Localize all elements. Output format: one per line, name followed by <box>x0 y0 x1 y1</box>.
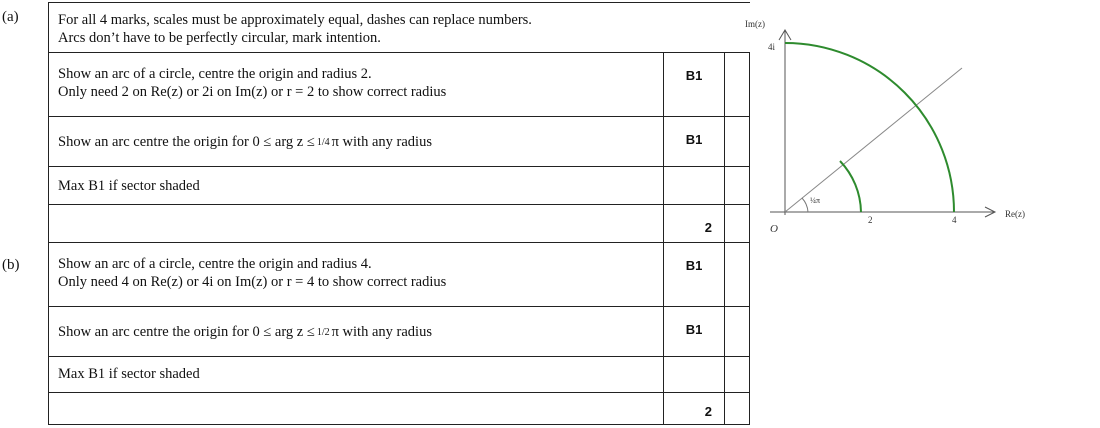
table-row <box>49 393 750 425</box>
mark-a2: B1 <box>685 132 703 147</box>
re-tick-4: 4 <box>952 215 957 225</box>
criterion-a2 <box>58 117 663 152</box>
im-tick-4i: 4i <box>768 42 776 52</box>
criterion-b3: Max B1 if sector shaded <box>58 366 200 382</box>
mark-scheme-table <box>48 2 750 425</box>
criterion-cell <box>49 53 664 117</box>
total-b: 2 <box>704 404 712 419</box>
mark-cell <box>664 167 725 205</box>
criterion-b2-fraction: 1/2 <box>316 327 330 338</box>
mark-cell <box>664 357 725 393</box>
re-axis-label: Re(z) <box>1005 209 1025 219</box>
arc-radius-4 <box>785 43 954 212</box>
table-row <box>49 3 750 53</box>
criterion-a3: Max B1 if sector shaded <box>58 178 200 194</box>
criterion-a1-line2: Only need 2 on Re(z) or 2i on Im(z) or r = 2 to show correct radius <box>58 84 447 100</box>
criterion-cell <box>49 167 664 205</box>
mark-b2: B1 <box>685 322 703 337</box>
blank-cell <box>725 243 750 307</box>
im-axis-label: Im(z) <box>745 19 765 29</box>
note-line-1: For all 4 marks, scales must be approximately equal, dashes can replace numbers. <box>58 12 532 28</box>
criterion-b1-line1: Show an arc of a circle, centre the origin and radius 4. <box>58 256 372 272</box>
criterion-b2-prefix: Show an arc centre the origin for 0 ≤ arg z ≤ <box>58 324 315 340</box>
blank-cell <box>725 357 750 393</box>
mark-a1: B1 <box>685 68 703 83</box>
mark-cell <box>664 393 725 425</box>
total-a: 2 <box>704 220 712 235</box>
angle-label: ¼π <box>810 196 821 205</box>
note-cell <box>49 3 750 53</box>
table-row <box>49 167 750 205</box>
angle-arc <box>802 198 808 212</box>
table-row <box>49 307 750 357</box>
note-line-2: Arcs don’t have to be perfectly circular, mark intention. <box>58 30 381 46</box>
arc-radius-2 <box>840 161 861 212</box>
criterion-a2-fraction: 1/4 <box>316 137 330 148</box>
blank-cell <box>725 393 750 425</box>
mark-cell <box>664 205 725 243</box>
criterion-b2 <box>58 307 663 342</box>
part-b-label: (b) <box>2 257 20 273</box>
criterion-a2-suffix: π with any radius <box>331 134 432 150</box>
criterion-b1-line2: Only need 4 on Re(z) or 4i on Im(z) or r = 4 to show correct radius <box>58 274 447 290</box>
criterion-cell <box>49 357 664 393</box>
quarter-pi-half-line <box>785 68 962 212</box>
criterion-cell <box>49 243 664 307</box>
blank-cell <box>725 307 750 357</box>
table-row <box>49 53 750 117</box>
mark-b1: B1 <box>685 258 703 273</box>
mark-cell <box>664 243 725 307</box>
re-tick-2: 2 <box>868 215 873 225</box>
mark-cell <box>664 307 725 357</box>
criterion-a1-line1: Show an arc of a circle, centre the origin and radius 2. <box>58 66 372 82</box>
origin-label: O <box>770 223 778 235</box>
table-row <box>49 117 750 167</box>
criterion-b2-suffix: π with any radius <box>331 324 432 340</box>
total-desc-cell <box>49 393 664 425</box>
criterion-cell <box>49 117 664 167</box>
total-desc-cell <box>49 205 664 243</box>
argand-sketch <box>740 10 1040 240</box>
mark-cell <box>664 53 725 117</box>
table-row <box>49 205 750 243</box>
mark-cell <box>664 117 725 167</box>
table-row <box>49 357 750 393</box>
table-row <box>49 243 750 307</box>
part-a-label: (a) <box>2 9 19 25</box>
criterion-a2-prefix: Show an arc centre the origin for 0 ≤ arg z ≤ <box>58 134 315 150</box>
criterion-cell <box>49 307 664 357</box>
